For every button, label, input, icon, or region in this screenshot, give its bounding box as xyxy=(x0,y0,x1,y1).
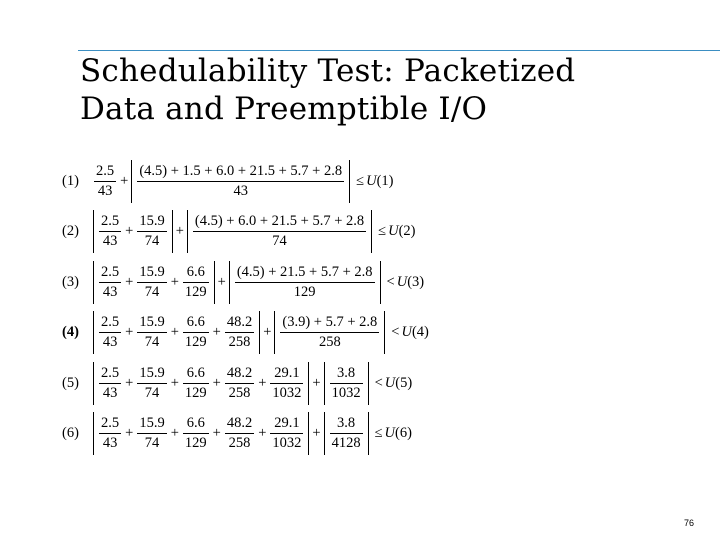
inequality-sign: ≤ xyxy=(374,424,383,441)
fraction-denominator: 129 xyxy=(184,334,207,351)
inequality-rhs xyxy=(373,425,412,442)
equation-row xyxy=(62,362,622,405)
plus-sign: + xyxy=(258,424,267,441)
fraction xyxy=(99,214,121,249)
fraction-numerator: 2.5 xyxy=(101,414,120,431)
fraction xyxy=(330,416,363,451)
fraction-denominator: 74 xyxy=(137,231,166,249)
fraction-numerator: 6.6 xyxy=(186,364,205,381)
bracket-group xyxy=(93,412,309,455)
fraction-denominator: 129 xyxy=(184,384,207,401)
bracket-group xyxy=(187,210,372,253)
plus-sign: + xyxy=(120,173,129,189)
fraction-denominator: 74 xyxy=(137,282,166,300)
plus-sign: + xyxy=(175,223,184,240)
plus-sign: + xyxy=(312,424,321,441)
fraction-numerator: 2.5 xyxy=(101,314,120,331)
bracket-group xyxy=(324,412,369,455)
inequality-rhs xyxy=(376,223,415,240)
fraction xyxy=(99,315,121,350)
fraction xyxy=(137,315,166,350)
fraction-denominator: 258 xyxy=(225,383,254,401)
fraction-numerator: (4.5) + 6.0 + 21.5 + 5.7 + 2.8 xyxy=(194,213,365,230)
equation-label: (2) xyxy=(62,223,79,240)
fraction xyxy=(330,366,363,401)
fraction-denominator: 43 xyxy=(137,181,344,199)
inequality-rhs xyxy=(389,324,429,341)
fraction-numerator: 29.1 xyxy=(274,414,300,431)
plus-sign: + xyxy=(170,324,179,341)
inequality-sign: ≤ xyxy=(378,223,387,240)
bracket-group xyxy=(93,210,173,253)
equation-label: (1) xyxy=(62,173,79,189)
equation-row xyxy=(62,210,622,253)
slide-title-line-1: Schedulability Test: Packetized xyxy=(80,53,576,89)
fraction-numerator: 15.9 xyxy=(139,263,165,280)
inequality-sign: < xyxy=(391,324,400,341)
fraction-numerator: 29.1 xyxy=(274,364,300,381)
utilization-symbol: U xyxy=(384,374,396,391)
plus-sign: + xyxy=(125,324,134,341)
fraction-denominator: 1032 xyxy=(272,434,302,451)
fraction-denominator: 74 xyxy=(193,231,366,249)
fraction-numerator: 6.6 xyxy=(186,414,205,431)
fraction-numerator: 6.6 xyxy=(186,314,205,331)
plus-sign: + xyxy=(258,374,267,391)
fraction-denominator: 129 xyxy=(184,434,207,451)
utilization-index: (2) xyxy=(398,223,416,240)
bracket-group xyxy=(274,311,385,354)
utilization-symbol: U xyxy=(384,424,396,441)
fraction xyxy=(183,416,209,451)
fraction xyxy=(235,265,375,300)
utilization-symbol: U xyxy=(366,173,377,189)
fraction-numerator: 48.2 xyxy=(226,414,253,431)
fraction-denominator: 129 xyxy=(235,282,375,300)
fraction-numerator: (4.5) + 21.5 + 5.7 + 2.8 xyxy=(236,263,373,280)
fraction-denominator: 129 xyxy=(184,283,207,300)
inequality-sign: < xyxy=(386,273,395,290)
fraction xyxy=(137,366,166,401)
fraction xyxy=(183,265,209,300)
fraction-denominator: 1032 xyxy=(331,384,361,401)
fraction-numerator: 2.5 xyxy=(101,263,120,280)
fraction xyxy=(193,214,366,249)
fraction xyxy=(137,214,166,249)
equation-row xyxy=(62,311,622,354)
fraction-denominator: 258 xyxy=(280,332,379,350)
fraction-denominator: 74 xyxy=(137,383,166,401)
plus-sign: + xyxy=(125,273,134,290)
equation-label: (4) xyxy=(62,324,79,341)
fraction-numerator: (3.9) + 5.7 + 2.8 xyxy=(282,314,378,331)
fraction xyxy=(270,416,303,451)
fraction-numerator: 48.2 xyxy=(226,314,253,331)
inequality-rhs xyxy=(385,274,425,291)
fraction xyxy=(99,265,121,300)
fraction-numerator: 3.8 xyxy=(337,364,356,381)
bracket-group xyxy=(229,261,381,304)
utilization-symbol: U xyxy=(401,324,412,341)
plus-sign: + xyxy=(217,273,226,290)
fraction-denominator: 258 xyxy=(225,433,254,451)
utilization-index: (3) xyxy=(407,273,425,290)
fraction xyxy=(270,366,303,401)
page-number: 76 xyxy=(684,518,695,528)
fraction xyxy=(225,315,254,350)
fraction xyxy=(225,366,254,401)
fraction-numerator: 2.5 xyxy=(96,163,115,179)
fraction-denominator: 43 xyxy=(99,433,121,451)
equation-label: (5) xyxy=(62,374,79,391)
plus-sign: + xyxy=(125,223,134,240)
utilization-index: (6) xyxy=(395,424,412,441)
fraction-denominator: 4128 xyxy=(331,434,361,451)
plus-sign: + xyxy=(212,424,221,441)
plus-sign: + xyxy=(212,374,221,391)
utilization-symbol: U xyxy=(396,273,408,290)
fraction xyxy=(94,164,116,199)
plus-sign: + xyxy=(212,324,221,341)
fraction-numerator: 3.8 xyxy=(337,414,356,431)
fraction xyxy=(280,315,379,350)
utilization-index: (1) xyxy=(376,173,394,189)
fraction-numerator: 6.6 xyxy=(186,263,205,280)
plus-sign: + xyxy=(170,424,179,441)
fraction xyxy=(99,416,121,451)
equation-row xyxy=(62,160,622,203)
fraction-numerator: (4.5) + 1.5 + 6.0 + 21.5 + 5.7 + 2.8 xyxy=(139,163,343,179)
utilization-symbol: U xyxy=(388,223,399,240)
bracket-group xyxy=(93,362,309,405)
fraction-denominator: 74 xyxy=(137,332,166,350)
bracket-group xyxy=(324,362,369,405)
fraction-numerator: 48.2 xyxy=(226,364,253,381)
inequality-sign: ≤ xyxy=(356,173,365,189)
fraction-numerator: 2.5 xyxy=(101,213,120,230)
equation-label: (3) xyxy=(62,273,79,290)
utilization-index: (4) xyxy=(411,324,429,341)
fraction-numerator: 15.9 xyxy=(139,314,165,331)
fraction-denominator: 74 xyxy=(137,433,166,451)
plus-sign: + xyxy=(125,374,134,391)
plus-sign: + xyxy=(170,273,179,290)
fraction-numerator: 15.9 xyxy=(139,414,165,431)
inequality-rhs xyxy=(373,375,413,392)
fraction-denominator: 1032 xyxy=(272,384,302,401)
bracket-group xyxy=(93,261,215,304)
bracket-group xyxy=(93,311,260,354)
fraction-denominator: 258 xyxy=(225,332,254,350)
fraction-numerator: 15.9 xyxy=(139,213,165,230)
fraction xyxy=(137,416,166,451)
bracket-group xyxy=(131,160,350,203)
equation-row xyxy=(62,412,622,455)
fraction xyxy=(183,366,209,401)
inequality-sign: < xyxy=(374,374,383,391)
equation-label: (6) xyxy=(62,424,79,441)
fraction-denominator: 43 xyxy=(99,332,121,350)
title-divider xyxy=(78,50,720,51)
fraction-denominator: 43 xyxy=(99,231,121,249)
plus-sign: + xyxy=(263,324,272,341)
fraction xyxy=(183,315,209,350)
equation-row xyxy=(62,261,622,304)
fraction xyxy=(137,164,344,199)
slide-title-line-2: Data and Preemptible I/O xyxy=(80,91,488,127)
fraction-numerator: 2.5 xyxy=(101,364,120,381)
slide-title xyxy=(80,52,575,128)
fraction xyxy=(99,366,121,401)
fraction-numerator: 15.9 xyxy=(139,364,165,381)
utilization-index: (5) xyxy=(395,374,413,391)
plus-sign: + xyxy=(170,374,179,391)
fraction xyxy=(137,265,166,300)
fraction-denominator: 43 xyxy=(99,383,121,401)
fraction-denominator: 43 xyxy=(94,181,116,199)
fraction xyxy=(225,416,254,451)
plus-sign: + xyxy=(125,424,134,441)
fraction-denominator: 43 xyxy=(99,282,121,300)
plus-sign: + xyxy=(312,374,321,391)
inequality-rhs xyxy=(354,173,393,190)
equation-list xyxy=(62,160,622,455)
